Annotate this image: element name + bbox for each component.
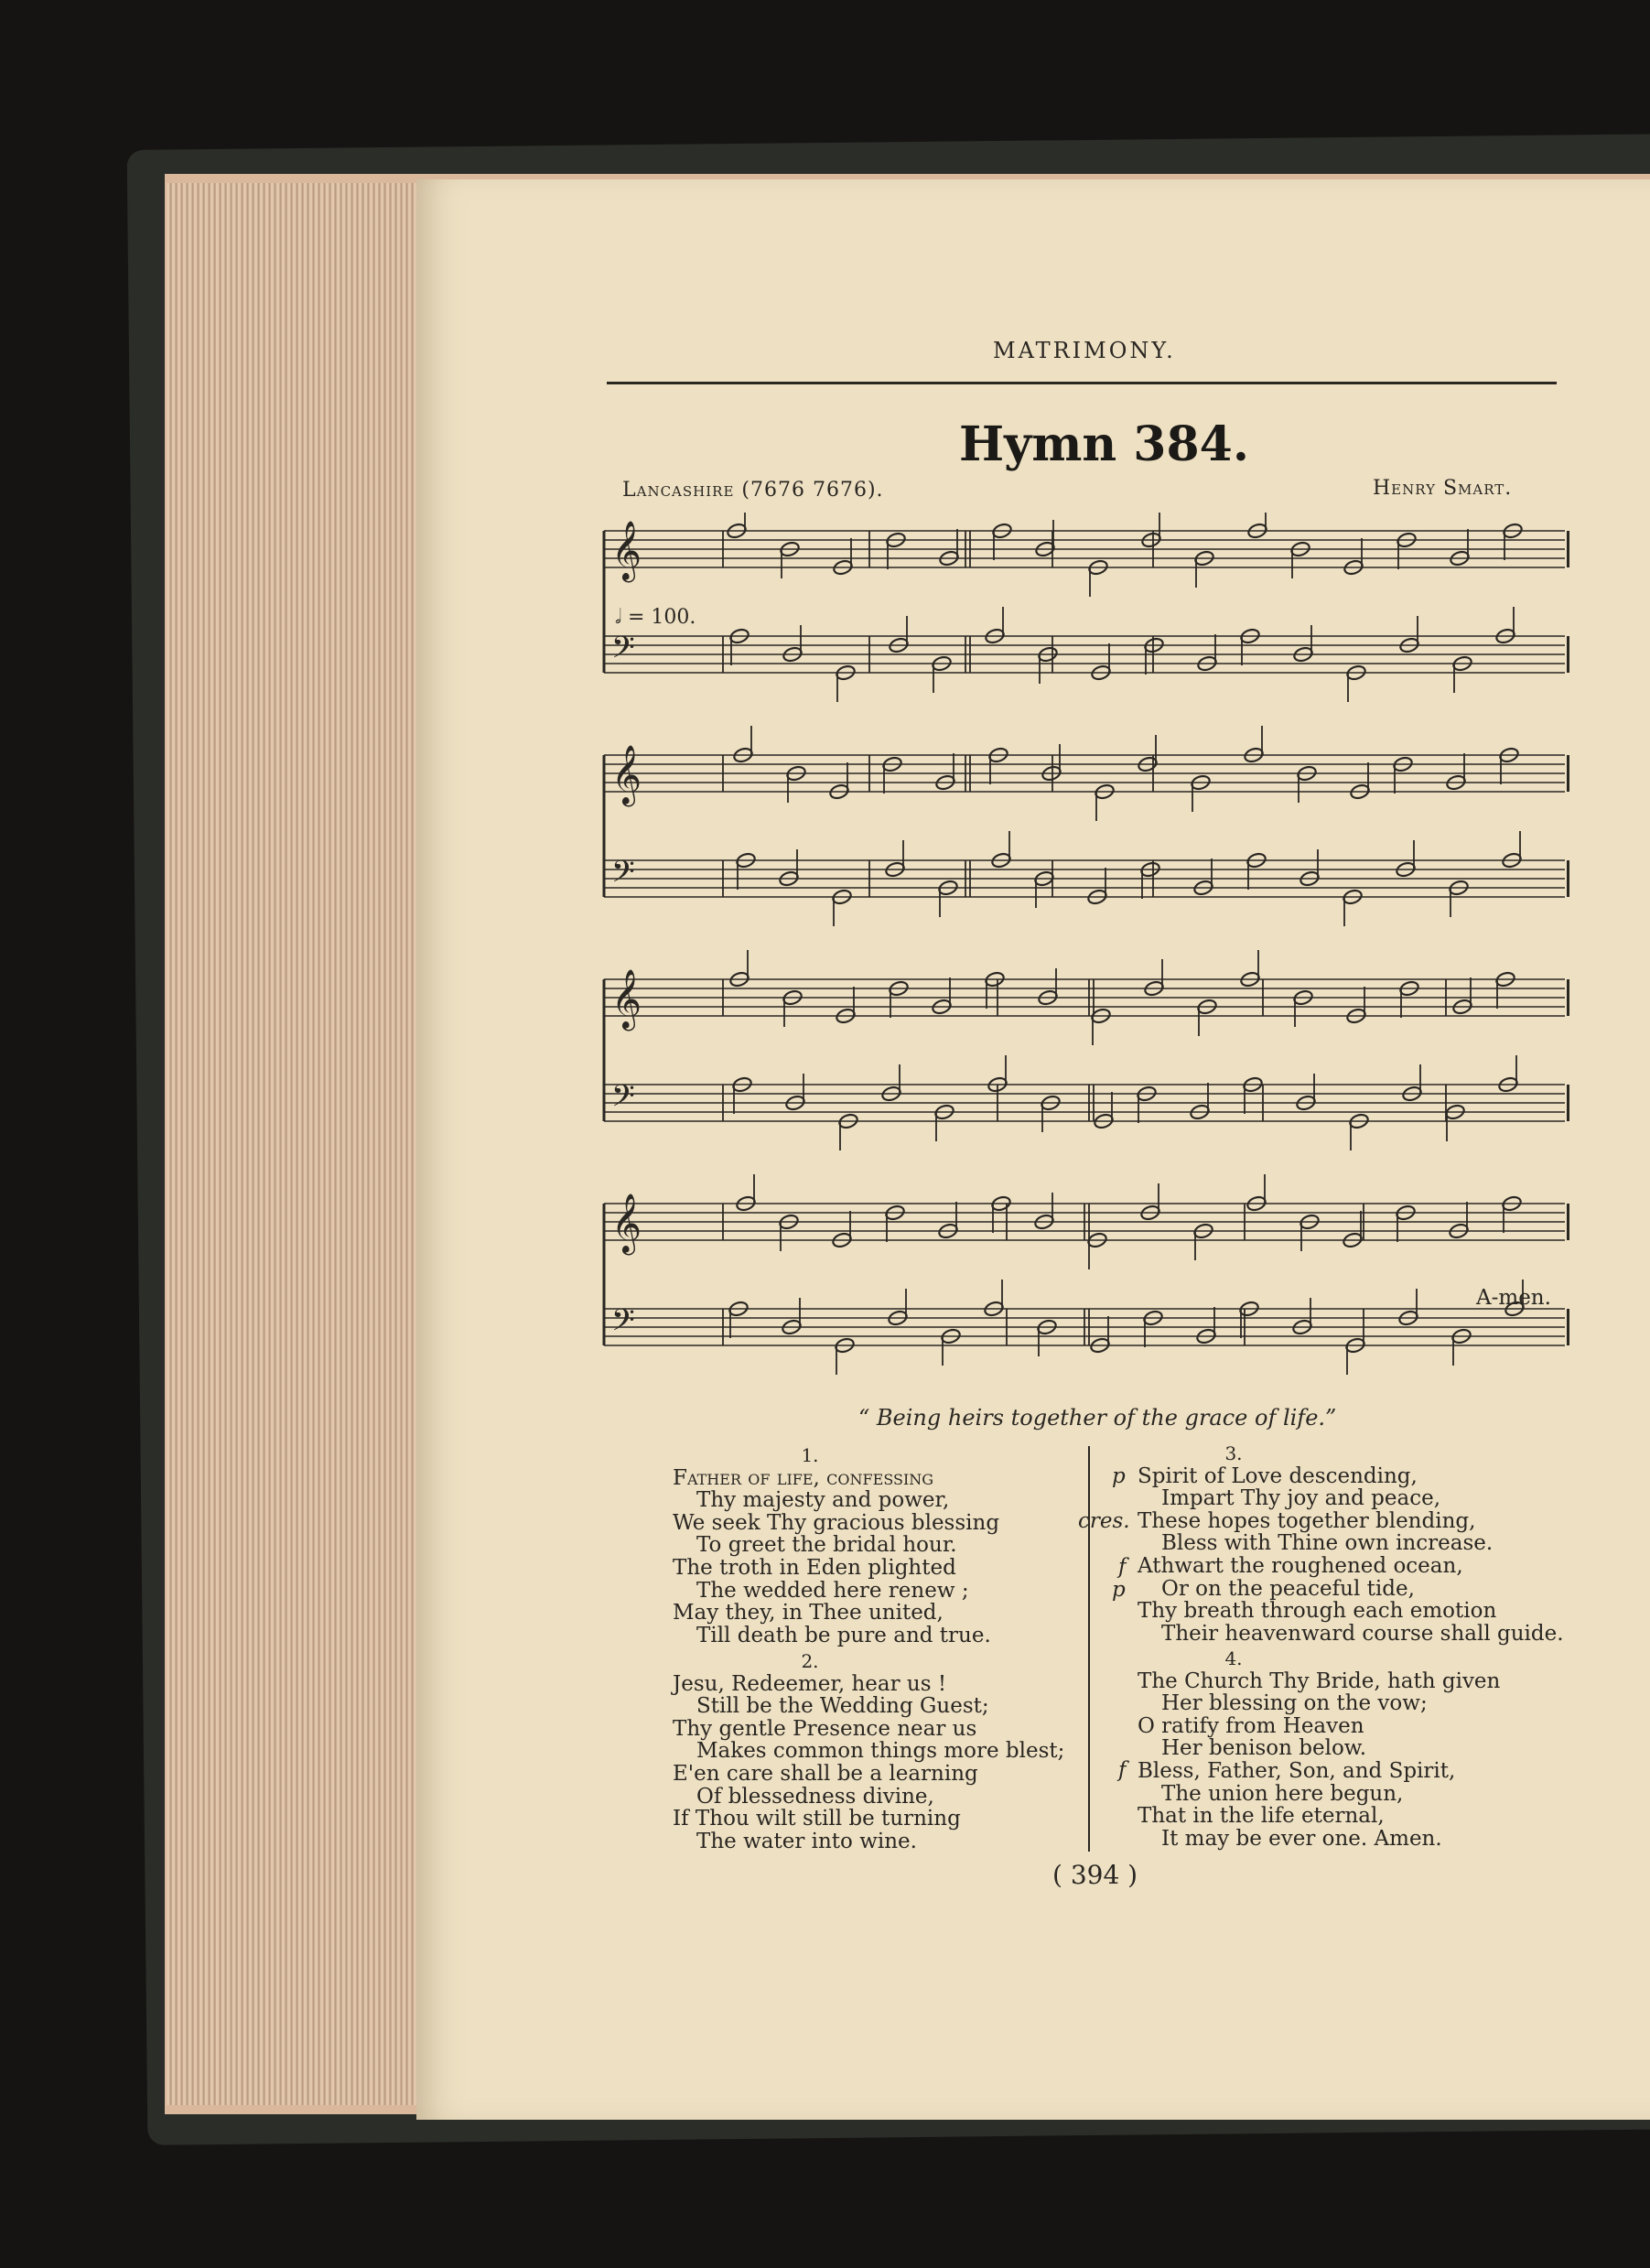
verse-line: Still be the Wedding Guest; [696, 1694, 989, 1719]
verse-line: Thy majesty and power, [696, 1488, 950, 1513]
tempo-value: = 100. [628, 606, 696, 629]
verse-2 [673, 1650, 1065, 1853]
amen-label: A-men. [1476, 1286, 1551, 1310]
verse-line: Her blessing on the vow; [1161, 1691, 1428, 1716]
verse-line: Thy gentle Presence near us [673, 1716, 977, 1741]
running-head: MATRIMONY. [993, 338, 1176, 363]
verse-line: That in the life eternal, [1138, 1804, 1385, 1829]
verse-line: These hopes together blending, [1138, 1508, 1476, 1533]
verse-line: Athwart the roughened ocean, [1138, 1553, 1463, 1578]
bass-clef-icon: 𝄢 [611, 1079, 635, 1121]
dynamic-mark: p [1112, 1464, 1126, 1488]
verse-line: May they, in Thee united, [673, 1601, 944, 1625]
verse-line: Of blessedness divine, [696, 1784, 934, 1809]
verse-line: Thy breath through each emotion [1138, 1599, 1497, 1624]
verse-line: Jesu, Redeemer, hear us ! [673, 1671, 947, 1696]
page-edges [167, 183, 427, 2105]
verse-line: The wedded here renew ; [696, 1578, 969, 1603]
header-rule [607, 382, 1557, 384]
verse-line: We seek Thy gracious blessing [673, 1510, 1000, 1535]
verse-line: The Church Thy Bride, hath given [1138, 1669, 1501, 1693]
dynamic-mark: cres. [1078, 1509, 1130, 1533]
hymn-title: Hymn 384. [959, 416, 1249, 472]
treble-clef-icon: 𝄞 [611, 521, 642, 580]
verse-line: E'en care shall be a learning [673, 1761, 978, 1786]
verse-line: The union here begun, [1161, 1781, 1404, 1806]
verse-number: 4. [1224, 1647, 1243, 1669]
verse-line: Her benison below. [1161, 1736, 1367, 1761]
verse-line: Till death be pure and true. [696, 1623, 991, 1647]
verse-line: Bless with Thine own increase. [1161, 1531, 1494, 1556]
bass-clef-icon: 𝄢 [611, 1303, 635, 1345]
verse-line: Father of life, confessing [673, 1465, 934, 1490]
scripture-epigraph: “ Being heirs together of the grace of life.” [858, 1405, 1337, 1431]
verse-3 [1138, 1442, 1577, 1645]
tune-name: Lancashire (7676 7676). [622, 479, 884, 502]
verse-line: Impart Thy joy and peace, [1161, 1486, 1441, 1511]
dynamic-mark: p [1112, 1578, 1126, 1602]
verse-number: 1. [801, 1444, 819, 1466]
verse-number: 3. [1224, 1442, 1243, 1464]
column-rule [1088, 1446, 1090, 1852]
page-number: ( 394 ) [1052, 1860, 1138, 1890]
bass-clef-icon: 𝄢 [611, 631, 635, 673]
verse-line: If Thou wilt still be turning [673, 1807, 961, 1831]
verse-1 [673, 1444, 1000, 1647]
verse-number: 2. [801, 1650, 819, 1672]
treble-clef-icon: 𝄞 [611, 1193, 642, 1253]
treble-clef-icon: 𝄞 [611, 969, 642, 1029]
composer-name: Henry Smart. [1373, 477, 1513, 500]
verse-4 [1138, 1647, 1577, 1850]
verse-line: Spirit of Love descending, [1138, 1463, 1418, 1488]
half-note-icon: 𝅗𝅥 [615, 606, 621, 629]
verse-line: Makes common things more blest; [696, 1739, 1065, 1764]
treble-clef-icon: 𝄞 [611, 745, 642, 805]
dynamic-mark: f [1118, 1555, 1127, 1579]
verse-line: To greet the bridal hour. [696, 1533, 957, 1558]
verse-line: O ratify from Heaven [1138, 1713, 1364, 1738]
verse-line: Bless, Father, Son, and Spirit, [1138, 1758, 1456, 1783]
music-score [599, 513, 1569, 1382]
verse-line: Their heavenward course shall guide. [1161, 1621, 1564, 1646]
verse-line: It may be ever one. Amen. [1161, 1826, 1442, 1851]
verse-line: Or on the peaceful tide, [1161, 1576, 1415, 1601]
dynamic-mark: f [1118, 1758, 1127, 1782]
bass-clef-icon: 𝄢 [611, 855, 635, 897]
tempo-marking [615, 606, 696, 629]
verse-line: The water into wine. [696, 1829, 917, 1853]
verse-line: The troth in Eden plighted [673, 1555, 956, 1580]
